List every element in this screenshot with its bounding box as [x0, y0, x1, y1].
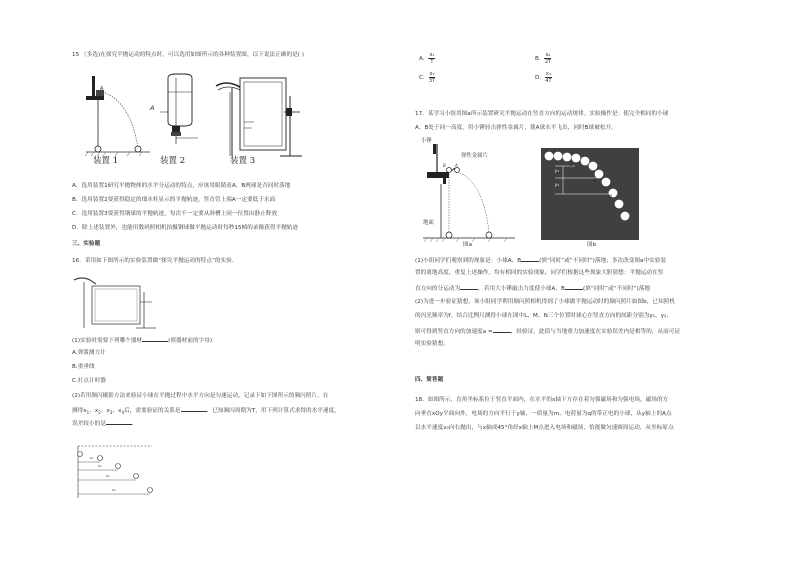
- fig-b-y1: y₁: [555, 168, 559, 173]
- q17-s1-blank-1: [521, 256, 539, 262]
- q16-choice-c: C.打点计时器: [72, 378, 107, 384]
- fig-b-point-n: N: [609, 194, 612, 199]
- q17-s1-line2: 置的离地高度，重复上述操作，均有相同的实验现象，同学们根据这些现象大胆猜想：平抛运动在竖: [415, 270, 664, 276]
- q16-apparatus-figure: [74, 272, 158, 330]
- q16-option-b-den: 2T: [544, 59, 552, 65]
- fig-x4: x₄: [112, 488, 116, 492]
- fig-x1: x₁: [90, 456, 94, 460]
- q17-s2-line2: 的闪光频率为f，结合比例尺测得小球在图中L、M、N三个位置时球心在竖直方向的间距分别为y₁、y₂，: [415, 313, 672, 319]
- device-1-figure: [78, 70, 154, 156]
- q16-option-b-num: x₂: [545, 52, 551, 58]
- q16-sub2-line2: [72, 406, 340, 416]
- q16-sub-4: 4: [121, 410, 125, 416]
- q16-sub1-blank: [142, 336, 168, 342]
- q15-option-d: D．除上述装置外，也能用数码照相机拍摄钢球做平抛运动时每秒15帧的录像获得平抛轨迹: [72, 225, 299, 231]
- fig-b-y2: y₂: [555, 182, 559, 187]
- fig-b-point-l: L: [570, 162, 573, 167]
- q16-stem: 16．采用如下图所示的实验装置做“探究平抛运动的特点”的实验．: [72, 258, 238, 264]
- q15-option-c: C．选用装置3要获得钢球的平抛轨迹，每次不一定要从斜槽上同一位置由静止释放: [72, 211, 278, 217]
- q16-option-a: [419, 52, 435, 65]
- section-4-heading: 四、简答题: [415, 377, 444, 383]
- q15-option-a: A．选用装置1研究平抛物体的水平分运动的特点，应该用眼睛看A、B两球是否同时落地: [72, 183, 291, 189]
- device-1-label-b: B: [92, 86, 96, 92]
- q16-sub2-line3: [72, 419, 138, 429]
- q16-sub-2: 2: [98, 410, 101, 416]
- q16-option-d-dot: ．: [539, 75, 545, 81]
- q16-measure-text-3: 、x: [100, 408, 110, 414]
- q16-option-b-letter: B: [535, 56, 539, 62]
- q16-option-c-dot: ．: [422, 75, 429, 81]
- device-3-figure: [214, 72, 306, 158]
- q16-option-d: [535, 71, 552, 84]
- q16-option-d-fraction: [545, 71, 552, 84]
- q16-option-d-num: x₄: [545, 71, 551, 77]
- fig-a-ball-a: A: [455, 163, 458, 168]
- device-2-label-a: A: [150, 104, 155, 112]
- q16-option-c: [419, 71, 435, 84]
- q18-line3: 以水平速度v₀向右抛出，与x轴成45°角经x轴上M点进入电场和磁场，恰能做匀速圆周运动，从坐标原点: [415, 425, 674, 431]
- section-3-heading: 三、实验题: [72, 241, 101, 247]
- q17-s2-line1: (2)为进一步验证猜想，该小组同学利用频闪照相机得到了小球做平抛运动时的频闪照片如图b，已知照机: [415, 299, 676, 305]
- q16-option-c-num: x₃: [429, 71, 435, 77]
- q16-option-c-den: 3T: [428, 78, 436, 84]
- caption-device-1: 装置 1: [93, 156, 119, 166]
- q16-error-text: 误差较小的是: [72, 421, 106, 427]
- q16-measure-text-2: 、x: [89, 408, 99, 414]
- q16-relation-text: 后，需要验证的关系是: [124, 408, 181, 414]
- q18-line2: 向垂直xOy平面向外，电场的方向平行于y轴，一质量为m、电荷量为q的带正电的小球，从y轴上的A点: [415, 411, 672, 417]
- q16-option-c-fraction: [429, 71, 436, 84]
- q16-option-b-fraction: [544, 52, 551, 65]
- q16-period-mark: ．: [131, 421, 138, 427]
- q17-s2-line4: 明实验猜想。: [415, 341, 449, 347]
- q17-s1-line1: [415, 256, 666, 266]
- device-2-figure: [158, 72, 218, 156]
- fig-a-hammer-label: 小锤: [421, 138, 432, 144]
- q17-s1-text-a: (1)小组同学们观察到的现象是：小球A、B: [415, 258, 522, 264]
- q16-sub1: [72, 336, 212, 346]
- q16-measure-text-4: 、x: [112, 408, 122, 414]
- q17-s1-text-e: 。若用大小锤敲击力度使小球A、B: [478, 286, 565, 292]
- q17-line2: A、B处于同一高度，用小锤轻击弹性金属片，使A球水平飞出，同时B球被松开。: [415, 125, 617, 131]
- q17-s1-line3: [415, 284, 650, 294]
- q17-s1-text-b: (填“同时”或“不同时”)落地；多次改变图a中实验装: [539, 258, 667, 264]
- q17-s2-blank: [493, 327, 511, 333]
- q16-option-b-dot: ．: [538, 56, 545, 62]
- fig-a-spring-label: 弹性金属片: [461, 153, 488, 159]
- q17-s1-blank-2: [460, 284, 478, 290]
- q16-option-a-letter: A: [419, 56, 423, 62]
- fig-b-caption: 图b: [587, 242, 597, 248]
- q16-choice-a: A.弹簧测力计: [72, 350, 106, 356]
- q17-s1-text-f: (填“同时”或“不同时”)落地: [582, 286, 650, 292]
- q16-sub-3: 3: [109, 410, 113, 416]
- q16-option-a-dot: ．: [422, 56, 429, 62]
- q17-s2-text-c: 则可得到竖直方向的加速度a =: [415, 329, 493, 335]
- q16-option-a-fraction: [428, 52, 435, 65]
- q16-option-c-letter: C: [419, 75, 423, 81]
- q16-sub1-text: (1)实验时需要下列哪个器材: [72, 338, 143, 344]
- fig-a-ball-b: B: [443, 163, 446, 168]
- q17-s2-text-d: ，经验证，此值与当地重力加速度在实验误差内是相等的，从而可证: [510, 329, 681, 335]
- q16-choice-b: B.重垂线: [72, 364, 95, 370]
- q18-line1: 18．如图所示，直角坐标系位于竖直平面内，在水平的x轴下方存在着匀强磁场和匀强电场，磁场的方: [415, 397, 669, 403]
- q16-sub2-line1: (2)若用频闪摄影方法来验证小球在平抛过程中水平方向是匀速运动，记录下如下图所示的频闪照片，在: [72, 393, 329, 399]
- q16-measure-text: 测得x: [72, 408, 87, 414]
- q16-relation-blank: [181, 406, 207, 412]
- fig-b-point-m: M: [593, 178, 597, 183]
- fig-x3: x₃: [106, 474, 110, 478]
- q16-option-a-den: T: [430, 59, 434, 65]
- q17-s1-blank-3: [565, 284, 583, 290]
- device-1-label-a: A: [100, 86, 104, 92]
- q16-sub-1: 1: [86, 410, 90, 416]
- q16-error-blank: [106, 419, 132, 425]
- caption-device-3: 装置 3: [230, 156, 256, 166]
- q17-figure-b: [541, 148, 639, 240]
- fig-a-caption: 图a: [463, 242, 473, 248]
- q17-line1: 17．某学习小组用图a所示装置研究平抛运动在竖直方向的运动规律。实验操作是：使完全相同的小球: [415, 111, 669, 117]
- q17-s1-text-d: 直方向的分运动为: [415, 286, 461, 292]
- q16-option-d-den: 4T: [545, 78, 552, 84]
- q15-stem: 15 （多选)在探究平抛运动的特点时，可以选用如图所示的各种装置图，以下说法正确的是( ): [72, 52, 305, 58]
- q16-option-b: [535, 52, 551, 65]
- q16-option-a-num: x₁: [429, 52, 435, 58]
- q16-period-text: ．已知频闪周期为T，用下列计算式求得的水平速度，: [206, 408, 340, 414]
- fig-a-ground-label: 地面: [423, 220, 434, 226]
- q17-s2-line3: [415, 327, 680, 337]
- fig-x2: x₂: [98, 464, 102, 468]
- q16-option-d-letter: D: [535, 75, 540, 81]
- q15-option-b: B．选用装置2要获得稳定的细水柱显示的平抛轨迹，竖直管上端A一定要低于水面: [72, 197, 276, 203]
- caption-device-2: 装置 2: [160, 156, 186, 166]
- q16-sub1-tail: (填器材前的字母): [168, 338, 213, 344]
